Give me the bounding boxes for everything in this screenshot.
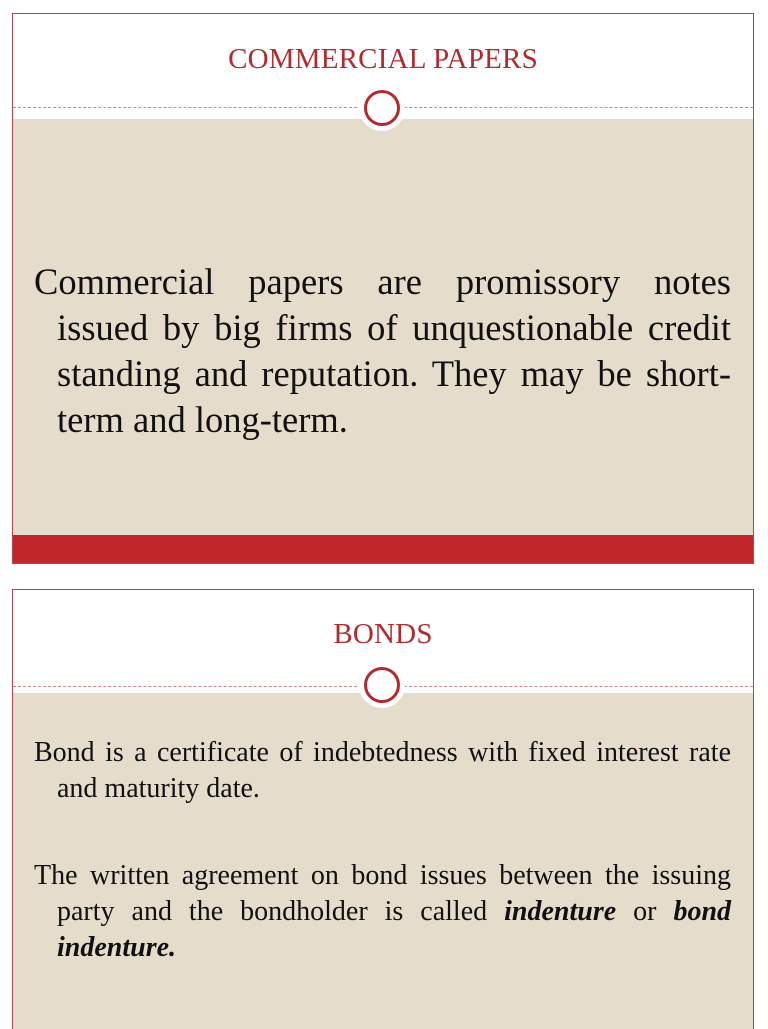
- slide-title: COMMERCIAL PAPERS: [228, 43, 538, 75]
- slide-commercial-papers: [12, 13, 754, 564]
- term-bond-indenture: bond indenture.: [57, 896, 732, 963]
- term-indenture: indenture: [504, 896, 617, 927]
- ring-ornament-icon: [364, 90, 400, 126]
- bond-definition-paragraph: Bond is a certificate of indebtedness with fixed interest rate and maturity date.: [34, 737, 731, 804]
- footer-band: [13, 535, 753, 563]
- ring-ornament-icon: [364, 667, 400, 703]
- connector-text: or: [616, 896, 674, 927]
- slide-bonds: [12, 589, 754, 1029]
- indenture-paragraph: [34, 858, 731, 966]
- slide-title: BONDS: [333, 618, 433, 650]
- body-paragraph: Commercial papers are promissory notes issued by big firms of unquestionable credit standing and reputation. They may be short-term and long-term.: [34, 260, 731, 440]
- indenture-text: The written agreement on bond issues between the issuing party and the bondholder is called: [34, 860, 731, 927]
